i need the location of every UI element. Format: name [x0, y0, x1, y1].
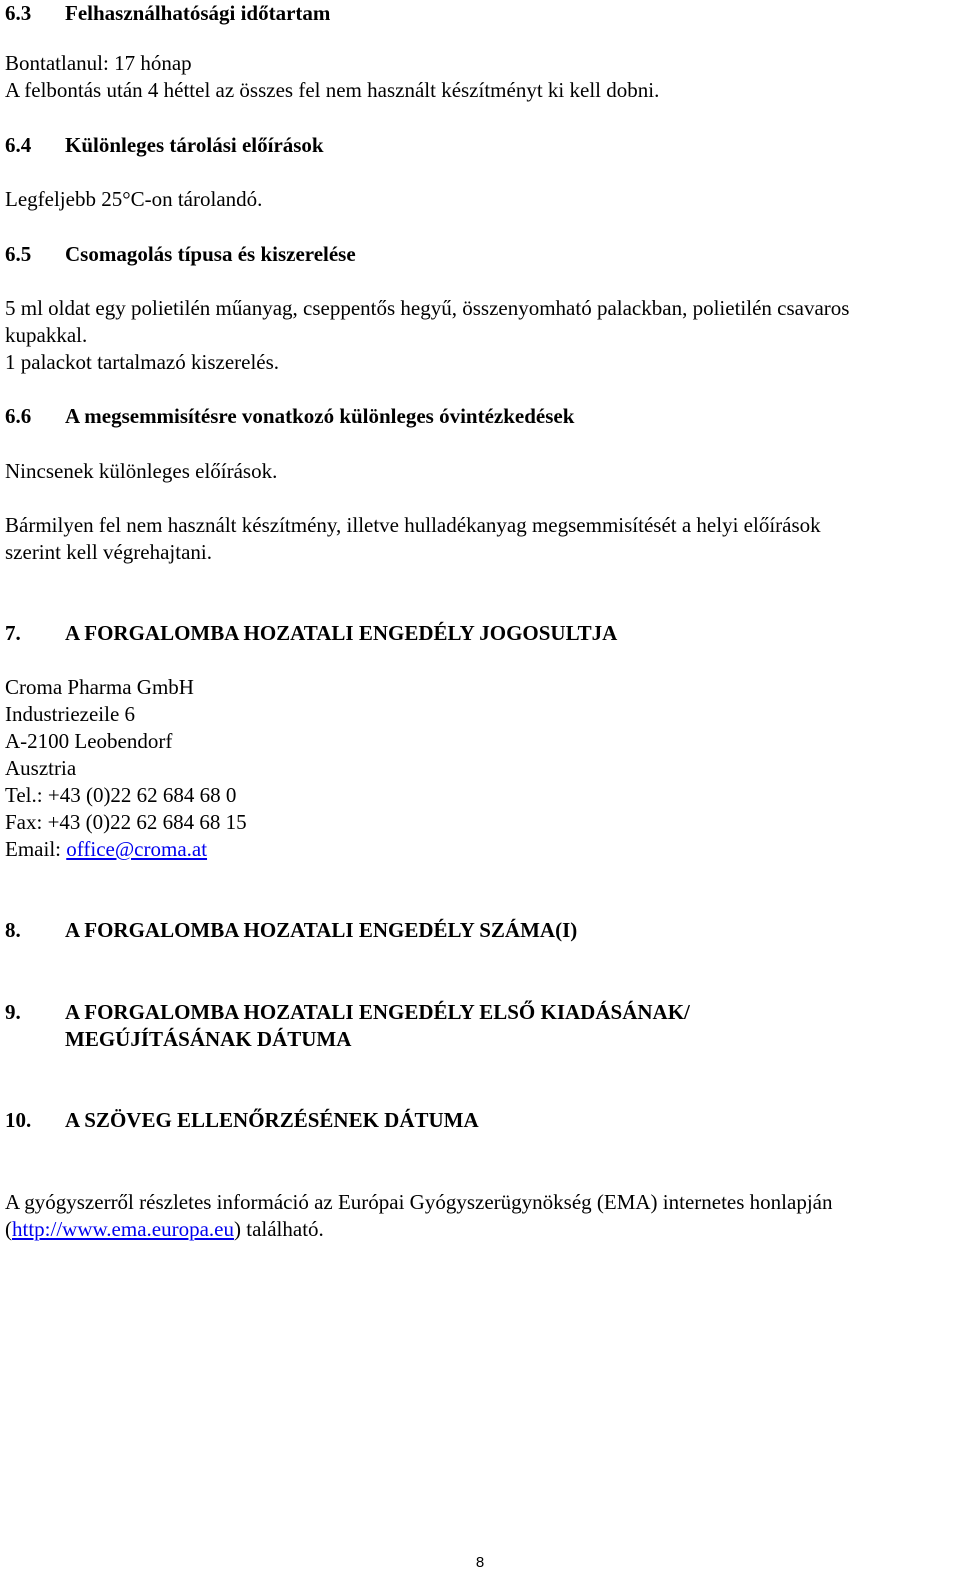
ema-link[interactable]: http://www.ema.europa.eu [12, 1217, 234, 1241]
section-title: Különleges tárolási előírások [65, 133, 324, 157]
section-number: 6.4 [5, 133, 32, 157]
disposal-text-2: Bármilyen fel nem használt készítmény, illetve hulladékanyag megsemmisítését a helyi előírások [5, 513, 821, 537]
section-6-4-heading [5, 132, 324, 159]
package-text-line-3: 1 palackot tartalmazó kiszerelés. [5, 350, 280, 374]
section-10-heading [5, 1107, 479, 1134]
disposal-text-1: Nincsenek különleges előírások. [5, 459, 278, 483]
ema-info-line-1: A gyógyszerről részletes információ az Európai Gyógyszerügynökség (EMA) internetes honlapján [5, 1190, 833, 1214]
ema-info-line-2 [5, 1216, 324, 1243]
section-number: 6.5 [5, 242, 32, 266]
disposal-text-3: szerint kell végrehajtani. [5, 540, 212, 564]
section-number: 6.6 [5, 404, 32, 428]
section-6-6-heading [5, 403, 574, 430]
section-title: Felhasználhatósági időtartam [65, 1, 331, 25]
section-9-heading-line-1 [5, 999, 690, 1026]
holder-city: A-2100 Leobendorf [5, 729, 173, 753]
section-number: 6.3 [5, 1, 32, 25]
section-title: A FORGALOMBA HOZATALI ENGEDÉLY JOGOSULTJA [65, 621, 618, 645]
section-8-heading [5, 917, 577, 944]
section-7-heading [5, 620, 617, 647]
section-title: A FORGALOMBA HOZATALI ENGEDÉLY ELSŐ KIADÁSÁNAK/ [65, 1000, 690, 1024]
holder-email-row [5, 836, 207, 863]
storage-text: Legfeljebb 25°C-on tárolandó. [5, 187, 263, 211]
section-title: Csomagolás típusa és kiszerelése [65, 242, 356, 266]
shelf-life-opened: A felbontás után 4 héttel az összes fel nem használt készítményt ki kell dobni. [5, 78, 660, 102]
page-number: 8 [475, 1554, 485, 1571]
section-title: A megsemmisítésre vonatkozó különleges óvintézkedések [65, 404, 575, 428]
section-6-5-heading [5, 241, 356, 268]
section-title: A SZÖVEG ELLENŐRZÉSÉNEK DÁTUMA [65, 1108, 479, 1132]
email-link[interactable]: office@croma.at [66, 837, 208, 861]
section-number: 7. [5, 621, 21, 645]
holder-country: Ausztria [5, 756, 77, 780]
paren-open: ( [5, 1217, 12, 1241]
section-number: 8. [5, 918, 21, 942]
package-text-line-1: 5 ml oldat egy polietilén műanyag, cseppentős hegyű, összenyomható palackban, polietilén csavaros [5, 296, 850, 320]
section-number: 10. [5, 1108, 32, 1132]
section-title: A FORGALOMBA HOZATALI ENGEDÉLY SZÁMA(I) [65, 918, 578, 942]
section-number: 9. [5, 1000, 21, 1024]
shelf-life-unopened: Bontatlanul: 17 hónap [5, 51, 192, 75]
holder-name: Croma Pharma GmbH [5, 675, 194, 699]
holder-tel: Tel.: +43 (0)22 62 684 68 0 [5, 783, 237, 807]
email-label: Email: [5, 837, 67, 861]
section-9-heading-line-2: MEGÚJÍTÁSÁNAK DÁTUMA [65, 1027, 352, 1051]
section-6-3-heading [5, 0, 330, 27]
holder-fax: Fax: +43 (0)22 62 684 68 15 [5, 810, 247, 834]
holder-street: Industriezeile 6 [5, 702, 136, 726]
package-text-line-2: kupakkal. [5, 323, 88, 347]
ema-info-tail: ) található. [234, 1217, 324, 1241]
